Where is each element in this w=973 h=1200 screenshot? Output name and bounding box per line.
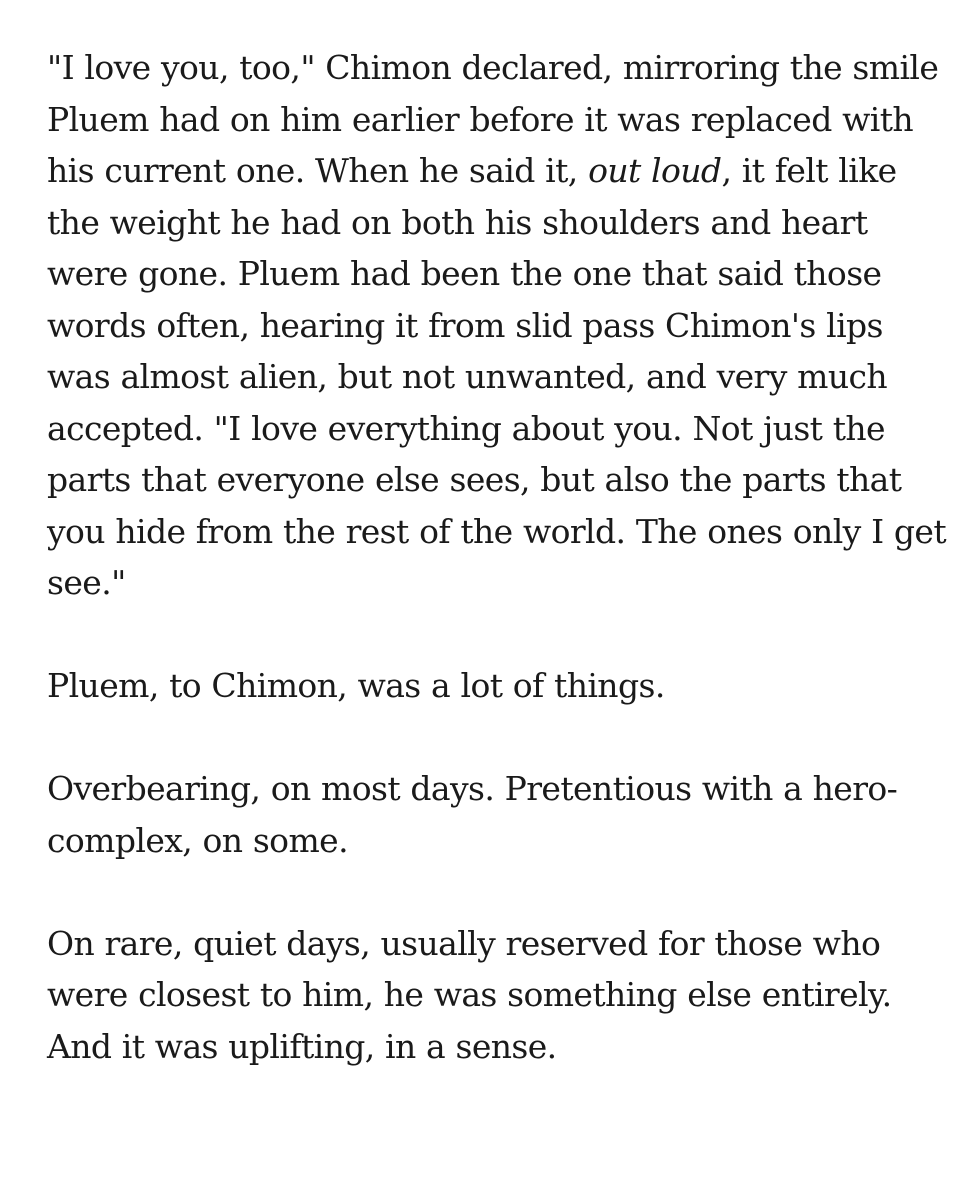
paragraph-rare-quiet-days: On rare, quiet days, usually reserved for those who were closest to him, he was something else entirely. And it was uplifting, in a sense. bbox=[47, 923, 892, 1066]
paragraph-pluem-things: Pluem, to Chimon, was a lot of things. bbox=[47, 666, 665, 705]
paragraph-dialogue-text-start: "I love you, too," Chimon declared, mirroring the smile Pluem had on him earlier before it was replaced with his current one. When he said it, bbox=[47, 48, 939, 190]
emphasis-out-loud: out loud bbox=[588, 151, 722, 190]
paragraph-overbearing: Overbearing, on most days. Pretentious with a hero-complex, on some. bbox=[47, 769, 898, 860]
paragraph-dialogue-text-end: , it felt like the weight he had on both his shoulders and heart were gone. Pluem had been the one that said those words often, hearing it from slid pass Chimon's lips was almost alien, but not unwanted, and very much accepted. "I love everything about you. Not just the parts that everyone else sees, but also the parts that you hide from the rest of the world. The ones only I get see." bbox=[47, 151, 947, 602]
paragraph-dialogue bbox=[47, 42, 952, 609]
story-text-body bbox=[47, 42, 952, 1072]
